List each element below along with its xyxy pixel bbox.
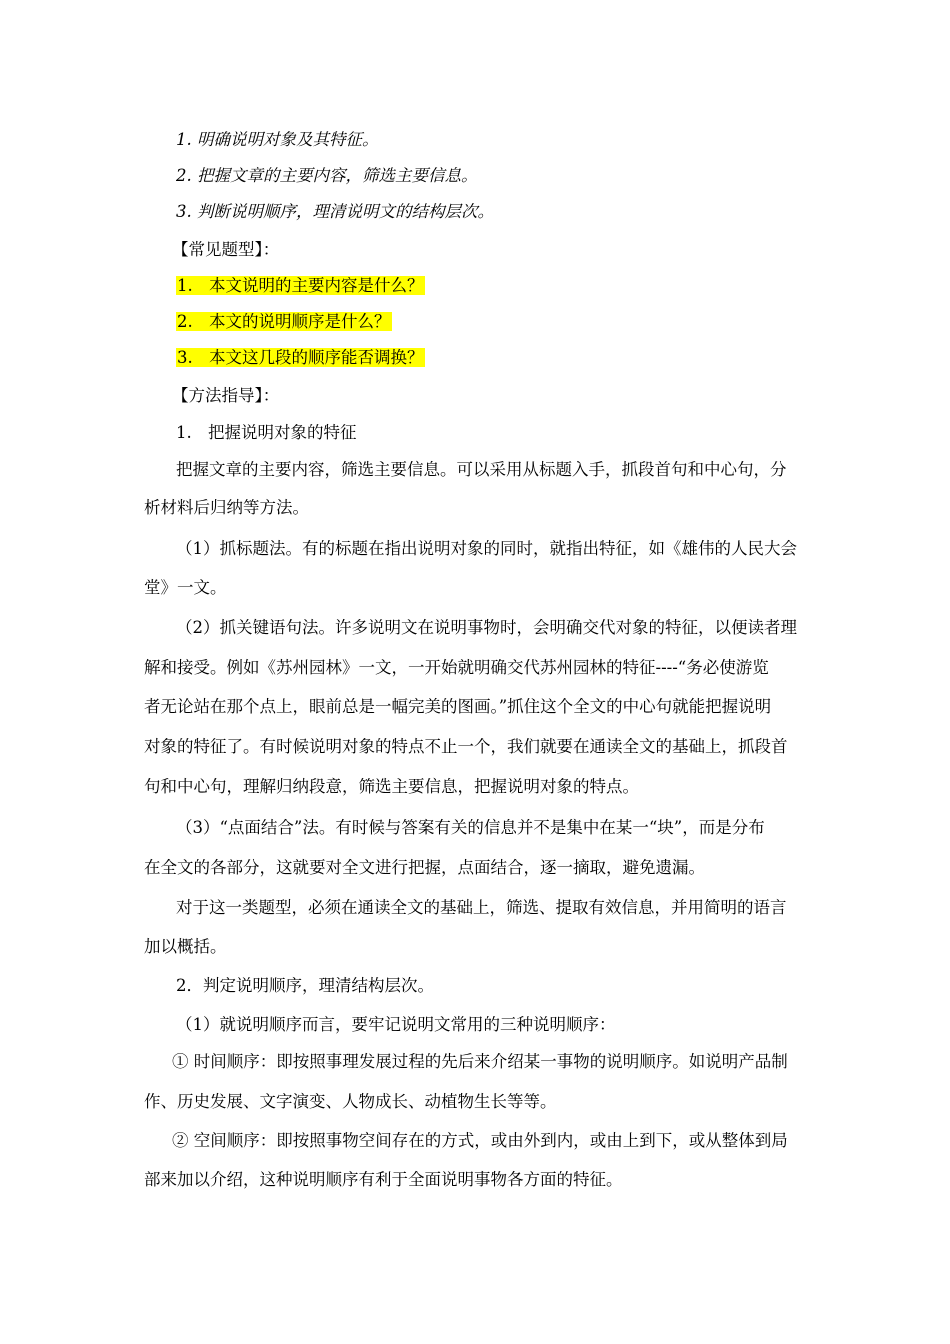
- question-item-3: [176, 348, 425, 368]
- body-line: 对象的特征了。有时候说明对象的特点不止一个，我们就要在通读全文的基础上，抓段首: [144, 737, 788, 756]
- body-line: 部来加以介绍，这种说明顺序有利于全面说明事物各方面的特征。: [144, 1170, 623, 1189]
- method-heading: 【方法指导】：: [172, 386, 280, 405]
- body-line: （3）“点面结合”法。有时候与答案有关的信息并不是集中在某一“块”，而是分布: [176, 818, 765, 837]
- body-line: ① 时间顺序：即按照事理发展过程的先后来介绍某一事物的说明顺序。如说明产品制: [172, 1052, 788, 1071]
- sub-heading-number: 1.: [176, 423, 192, 442]
- body-line: 析材料后归纳等方法。: [144, 498, 309, 517]
- question-number: 2.: [177, 312, 193, 331]
- body-line: 在全文的各部分，这就要对全文进行把握，点面结合，逐一摘取，避免遗漏。: [144, 858, 705, 877]
- body-line: 堂》一文。: [144, 578, 227, 597]
- objective-2: 2. 把握文章的主要内容，筛选主要信息。: [176, 166, 478, 185]
- question-item-1: [176, 276, 425, 296]
- question-highlight: [176, 312, 392, 331]
- method-sub-heading-1: [176, 423, 357, 443]
- question-text: 本文这几段的顺序能否调换？: [209, 348, 424, 367]
- body-line: 解和接受。例如《苏州园林》一文，一开始就明确交代苏州园林的特征----“务必使游览: [144, 658, 769, 677]
- question-number: 1.: [177, 276, 193, 295]
- objective-1: 1. 明确说明对象及其特征。: [176, 130, 379, 149]
- body-line: 把握文章的主要内容，筛选主要信息。可以采用从标题入手，抓段首句和中心句，分: [176, 460, 787, 479]
- question-highlight: [176, 348, 425, 367]
- common-types-heading: 【常见题型】：: [172, 240, 280, 259]
- question-item-2: [176, 312, 392, 332]
- body-line: 对于这一类题型，必须在通读全文的基础上，筛选、提取有效信息，并用简明的语言: [176, 898, 787, 917]
- body-line: 者无论站在那个点上，眼前总是一幅完美的图画。”抓住这个全文的中心句就能把握说明: [144, 697, 772, 716]
- body-line: 加以概括。: [144, 937, 227, 956]
- sub-heading-text: 把握说明对象的特征: [208, 423, 357, 442]
- body-line: 作、历史发展、文字演变、人物成长、动植物生长等等。: [144, 1092, 557, 1111]
- question-text: 本文说明的主要内容是什么？: [209, 276, 424, 295]
- question-highlight: [176, 276, 425, 295]
- objective-3: 3. 判断说明顺序，理清说明文的结构层次。: [176, 202, 494, 221]
- body-line: 句和中心句，理解归纳段意，筛选主要信息，把握说明对象的特点。: [144, 777, 639, 796]
- body-line: （2）抓关键语句法。许多说明文在说明事物时，会明确交代对象的特征，以便读者理: [176, 618, 797, 637]
- body-line: ② 空间顺序：即按照事物空间存在的方式，或由外到内，或由上到下，或从整体到局: [172, 1131, 788, 1150]
- body-line: （1）抓标题法。有的标题在指出说明对象的同时，就指出特征，如《雄伟的人民大会: [176, 539, 797, 558]
- body-line: （1）就说明顺序而言，要牢记说明文常用的三种说明顺序：: [176, 1015, 616, 1034]
- question-text: 本文的说明顺序是什么？: [209, 312, 391, 331]
- method-sub-heading-2: 2．判定说明顺序，理清结构层次。: [176, 976, 434, 995]
- question-number: 3.: [177, 348, 193, 367]
